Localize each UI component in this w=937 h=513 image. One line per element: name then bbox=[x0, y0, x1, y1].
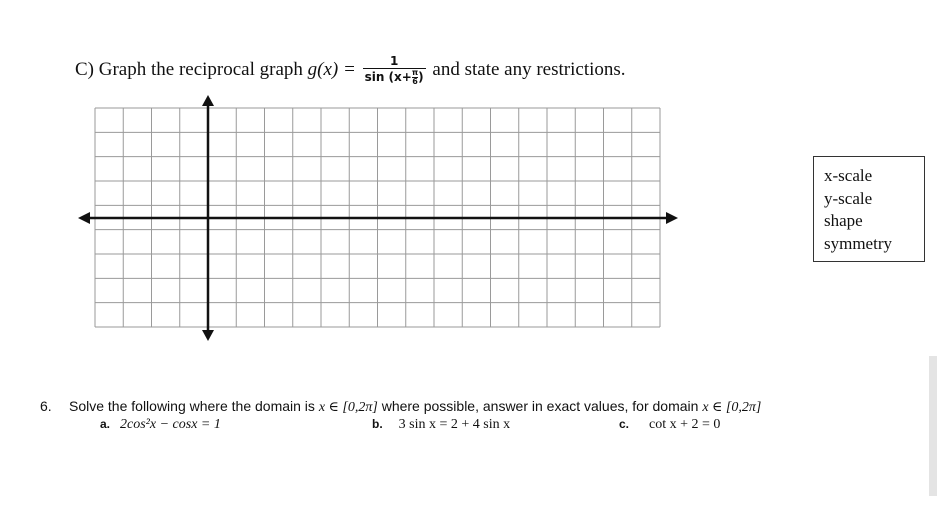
part-c-equation: cot x + 2 = 0 bbox=[649, 417, 721, 432]
question-6-prompt bbox=[40, 398, 761, 416]
reciprocal-fraction bbox=[363, 55, 426, 86]
x-axis-left-arrow bbox=[78, 212, 90, 224]
checklist-item-y-scale: y-scale bbox=[824, 188, 873, 208]
part-a bbox=[100, 417, 221, 433]
part-b-equation: 3 sin x = 2 + 4 sin x bbox=[398, 417, 511, 432]
question-c-prefix: C) Graph the reciprocal graph bbox=[75, 58, 308, 80]
pi-numerator: π bbox=[411, 68, 419, 77]
domain-2: x ∈ [0,2π] bbox=[702, 400, 762, 415]
question-6-text: Solve the following where the domain is bbox=[69, 398, 319, 414]
part-b bbox=[372, 417, 510, 433]
fraction-numerator: 1 bbox=[363, 55, 426, 69]
checklist-item-shape: shape bbox=[824, 211, 863, 230]
function-name: g(x) = bbox=[307, 58, 361, 80]
x-axis-right-arrow bbox=[666, 212, 678, 224]
denominator-suffix: ) bbox=[418, 70, 424, 84]
pi-denominator: 6 bbox=[412, 77, 418, 86]
graph-grid bbox=[70, 90, 690, 350]
fraction-denominator bbox=[363, 69, 426, 86]
checklist-item-symmetry: symmetry bbox=[824, 233, 892, 253]
part-c-label: c. bbox=[619, 417, 630, 431]
part-a-label: a. bbox=[100, 417, 111, 431]
domain-1: x ∈ [0,2π] bbox=[318, 400, 378, 415]
denominator-prefix: sin (x+ bbox=[364, 70, 412, 84]
checklist-item-x-scale: x-scale bbox=[824, 166, 873, 185]
part-a-equation: 2cos²x − cosx = 1 bbox=[120, 417, 221, 432]
question-c-suffix: and state any restrictions. bbox=[432, 58, 626, 80]
question-c-prompt bbox=[75, 55, 626, 86]
y-axis-bottom-arrow bbox=[202, 330, 214, 341]
question-6-text-2: where possible, answer in exact values, for domain bbox=[377, 398, 703, 414]
scrollbar-track[interactable] bbox=[929, 356, 937, 496]
y-axis-top-arrow bbox=[202, 95, 214, 106]
graph-checklist-box bbox=[813, 156, 925, 262]
question-6-number: 6. bbox=[40, 398, 52, 414]
part-c bbox=[619, 417, 720, 433]
part-b-label: b. bbox=[372, 417, 383, 431]
